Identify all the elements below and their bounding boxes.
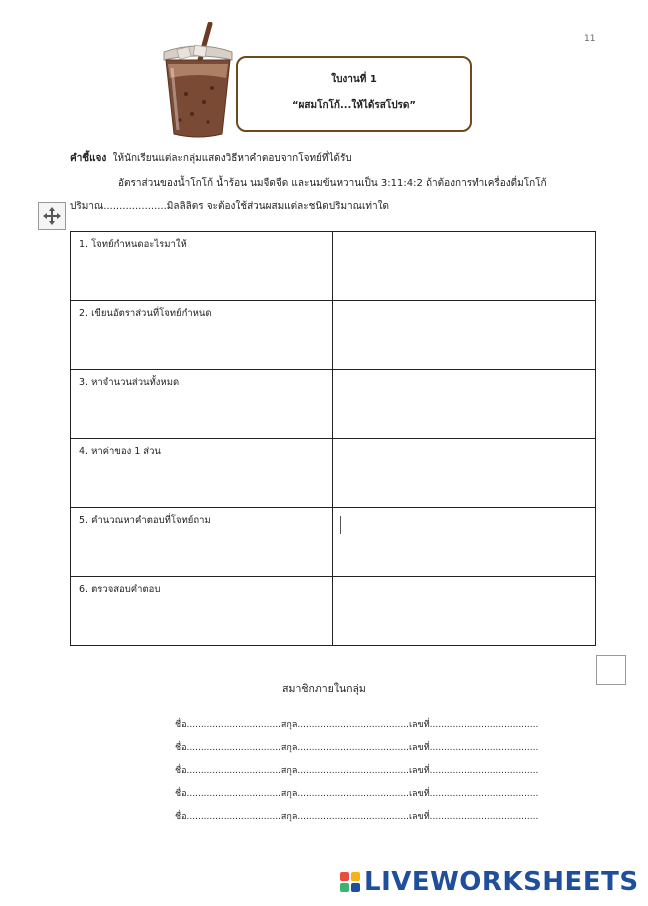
instruction — [70, 151, 352, 166]
member-row: ชื่อ.................................สกุล.......................................เลขที่...................................... — [175, 766, 539, 776]
iced-cocoa-illustration — [158, 22, 238, 140]
step-label: 1. โจทย์กำหนดอะไรมาให้ — [71, 232, 333, 301]
member-row: ชื่อ.................................สกุล.......................................เลขที่...................................... — [175, 789, 539, 799]
problem-line-1: อัตราส่วนของน้ำโกโก้ น้ำร้อน นมจืดจืด และนมข้นหวานเป็น 3:11:4:2 ถ้าต้องการทำเครื่องดื่มโกโก้ — [118, 178, 547, 189]
page-number: 11 — [584, 34, 596, 44]
answer-field[interactable] — [332, 370, 595, 439]
answer-field[interactable] — [332, 301, 595, 370]
member-row: ชื่อ.................................สกุล.......................................เลขที่...................................... — [175, 720, 539, 730]
member-row: ชื่อ.................................สกุล.......................................เลขที่...................................... — [175, 743, 539, 753]
title-box — [236, 56, 472, 132]
answer-field[interactable] — [332, 439, 595, 508]
move-handle-icon[interactable] — [38, 202, 66, 230]
table-row — [71, 439, 596, 508]
step-label: 5. คำนวณหาคำตอบที่โจทย์ถาม — [71, 508, 333, 577]
logo-text: LIVEWORKSHEETS — [364, 867, 639, 897]
logo-mark-icon — [340, 872, 360, 892]
table-row — [71, 508, 596, 577]
liveworksheets-logo — [340, 866, 639, 898]
step-label: 3. หาจำนวนส่วนทั้งหมด — [71, 370, 333, 439]
text-cursor — [340, 516, 341, 534]
answer-field[interactable] — [332, 232, 595, 301]
table-row — [71, 577, 596, 646]
step-label: 2. เขียนอัตราส่วนที่โจทย์กำหนด — [71, 301, 333, 370]
logo-mark-cell — [340, 883, 349, 892]
table-row — [71, 370, 596, 439]
answer-field[interactable] — [332, 508, 595, 577]
step-label: 4. หาค่าของ 1 ส่วน — [71, 439, 333, 508]
problem-line-2: ปริมาณ....................มิลลิลิตร จะต้องใช้ส่วนผสมแต่ละชนิดปริมาณเท่าใด — [70, 201, 389, 212]
instruction-text: ให้นักเรียนแต่ละกลุ่มแสดงวิธีหาคำตอบจากโจทย์ที่ได้รับ — [112, 153, 352, 164]
step-label: 6. ตรวจสอบคำตอบ — [71, 577, 333, 646]
member-row: ชื่อ.................................สกุล.......................................เลขที่...................................... — [175, 812, 539, 822]
logo-mark-cell — [340, 872, 349, 881]
members-heading: สมาชิกภายในกลุ่ม — [282, 683, 366, 695]
table-row — [71, 301, 596, 370]
worksheet-subtitle: “ผสมโกโก้...ให้ได้รสโปรด” — [291, 100, 416, 111]
worksheet-title: ใบงานที่ 1 — [331, 74, 377, 85]
logo-mark-cell — [351, 883, 360, 892]
instruction-label: คำชี้แจง — [70, 153, 107, 164]
table-row — [71, 232, 596, 301]
logo-mark-cell — [351, 872, 360, 881]
answer-field[interactable] — [332, 577, 595, 646]
steps-table — [70, 231, 596, 646]
